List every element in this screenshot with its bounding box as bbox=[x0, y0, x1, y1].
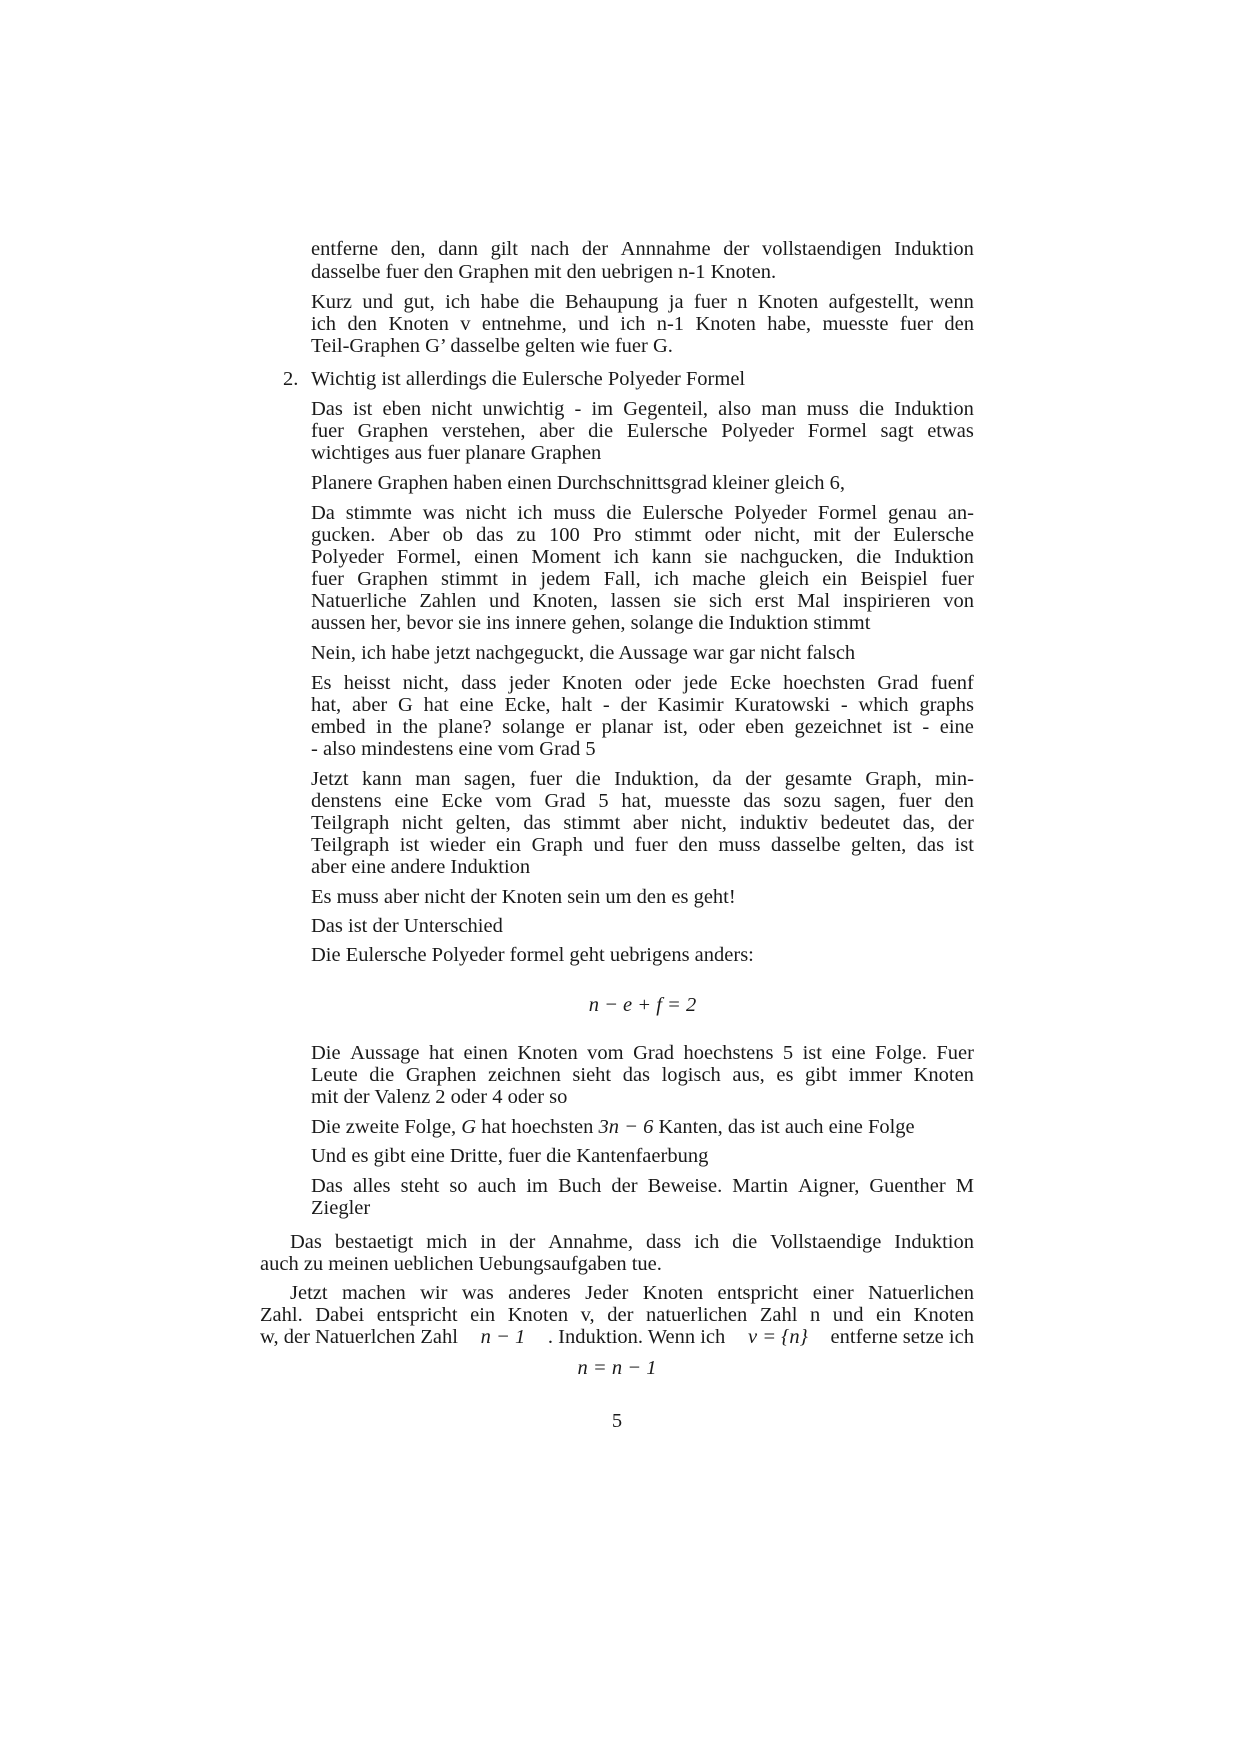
text-line: Teilgraph ist wieder ein Graph und fuer den muss dasselbe gelten, das ist bbox=[311, 834, 974, 856]
text: w, der Natuerlchen Zahl bbox=[260, 1326, 458, 1348]
text-line: Die Eulersche Polyeder formel geht uebrigens anders: bbox=[311, 944, 754, 966]
math-expression: n − 1 bbox=[480, 1326, 526, 1348]
text-line: Das bestaetigt mich in der Annahme, dass ich die Vollstaendige Induktion bbox=[290, 1231, 974, 1253]
text-line: dasselbe fuer den Graphen mit den uebrigen n-1 Knoten. bbox=[311, 261, 777, 283]
math-expression: 3n − 6 bbox=[598, 1116, 654, 1138]
text-line: Das ist der Unterschied bbox=[311, 915, 503, 937]
text-line: Leute die Graphen zeichnen sieht das logisch aus, es gibt immer Knoten bbox=[311, 1064, 974, 1086]
text-line: aber eine andere Induktion bbox=[311, 856, 531, 878]
enumeration-number: 2. bbox=[283, 368, 299, 390]
text-line: Das alles steht so auch im Buch der Beweise. Martin Aigner, Guenther M bbox=[311, 1175, 974, 1197]
formula-euler: n − e + f = 2 bbox=[588, 994, 697, 1016]
text-line: Und es gibt eine Dritte, fuer die Kantenfaerbung bbox=[311, 1145, 709, 1167]
text-line: Es muss aber nicht der Knoten sein um den es geht! bbox=[311, 886, 736, 908]
text-line bbox=[311, 1117, 974, 1138]
text-line: Da stimmte was nicht ich muss die Eulersche Polyeder Formel genau an- bbox=[311, 502, 974, 524]
text-line: fuer Graphen verstehen, aber die Eulersche Polyeder Formel sagt etwas bbox=[311, 420, 974, 442]
text-line: embed in the plane? solange er planar ist, oder eben gezeichnet ist - eine bbox=[311, 716, 974, 738]
item-heading: Wichtig ist allerdings die Eulersche Polyeder Formel bbox=[311, 368, 746, 390]
text-line: Nein, ich habe jetzt nachgeguckt, die Aussage war gar nicht falsch bbox=[311, 642, 856, 664]
text-line: wichtiges aus fuer planare Graphen bbox=[311, 442, 602, 464]
text-line: Jetzt kann man sagen, fuer die Induktion, da der gesamte Graph, min- bbox=[311, 768, 974, 790]
text-line: Das ist eben nicht unwichtig - im Gegenteil, also man muss die Induktion bbox=[311, 398, 974, 420]
text-line: Ziegler bbox=[311, 1197, 371, 1219]
text-line: ich den Knoten v entnehme, und ich n-1 Knoten habe, muesste fuer den bbox=[311, 313, 974, 335]
text-line: aussen her, bevor sie ins innere gehen, solange die Induktion stimmt bbox=[311, 612, 871, 634]
text-line: Es heisst nicht, dass jeder Knoten oder jede Ecke hoechsten Grad fuenf bbox=[311, 672, 974, 694]
text-line: mit der Valenz 2 oder 4 oder so bbox=[311, 1086, 568, 1108]
text: entferne setze ich bbox=[830, 1326, 974, 1348]
text: . Induktion. Wenn ich bbox=[547, 1326, 726, 1348]
text-line: Teil-Graphen G’ dasselbe gelten wie fuer G. bbox=[311, 335, 673, 357]
math-symbol: G bbox=[461, 1116, 477, 1138]
text-line: Jetzt machen wir was anderes Jeder Knoten entspricht einer Natuerlichen bbox=[290, 1282, 974, 1304]
text-line: Zahl. Dabei entspricht ein Knoten v, der natuerlichen Zahl n und ein Knoten bbox=[260, 1304, 974, 1326]
text-line: Teilgraph nicht gelten, das stimmt aber nicht, induktiv bedeutet das, der bbox=[311, 812, 974, 834]
text-line: Polyeder Formel, einen Moment ich kann sie nachgucken, die Induktion bbox=[311, 546, 974, 568]
text: Kanten, das ist auch eine Folge bbox=[658, 1116, 915, 1138]
text-line: entferne den, dann gilt nach der Annnahme der vollstaendigen Induktion bbox=[311, 238, 974, 260]
text-line: auch zu meinen ueblichen Uebungsaufgaben tue. bbox=[260, 1253, 662, 1275]
text-line: hat, aber G hat eine Ecke, halt - der Kasimir Kuratowski - which graphs bbox=[311, 694, 974, 716]
text-line: Die Aussage hat einen Knoten vom Grad hoechstens 5 ist eine Folge. Fuer bbox=[311, 1042, 974, 1064]
page-number: 5 bbox=[611, 1410, 623, 1432]
text-line: Natuerliche Zahlen und Knoten, lassen sie sich erst Mal inspirieren von bbox=[311, 590, 974, 612]
text-line: Planere Graphen haben einen Durchschnittsgrad kleiner gleich 6, bbox=[311, 472, 845, 494]
text-line bbox=[260, 1327, 974, 1348]
text-line: denstens eine Ecke vom Grad 5 hat, muesste das sozu sagen, fuer den bbox=[311, 790, 974, 812]
text: Die zweite Folge, bbox=[311, 1116, 457, 1138]
text: hat hoechsten bbox=[481, 1116, 594, 1138]
text-line: fuer Graphen stimmt in jedem Fall, ich mache gleich ein Beispiel fuer bbox=[311, 568, 974, 590]
text-line: Kurz und gut, ich habe die Behaupung ja fuer n Knoten aufgestellt, wenn bbox=[311, 291, 974, 313]
formula-induction: n = n − 1 bbox=[577, 1357, 657, 1379]
math-expression: v = {n} bbox=[747, 1326, 808, 1348]
text-line: gucken. Aber ob das zu 100 Pro stimmt oder nicht, mit der Eulersche bbox=[311, 524, 974, 546]
text-line: - also mindestens eine vom Grad 5 bbox=[311, 738, 596, 760]
